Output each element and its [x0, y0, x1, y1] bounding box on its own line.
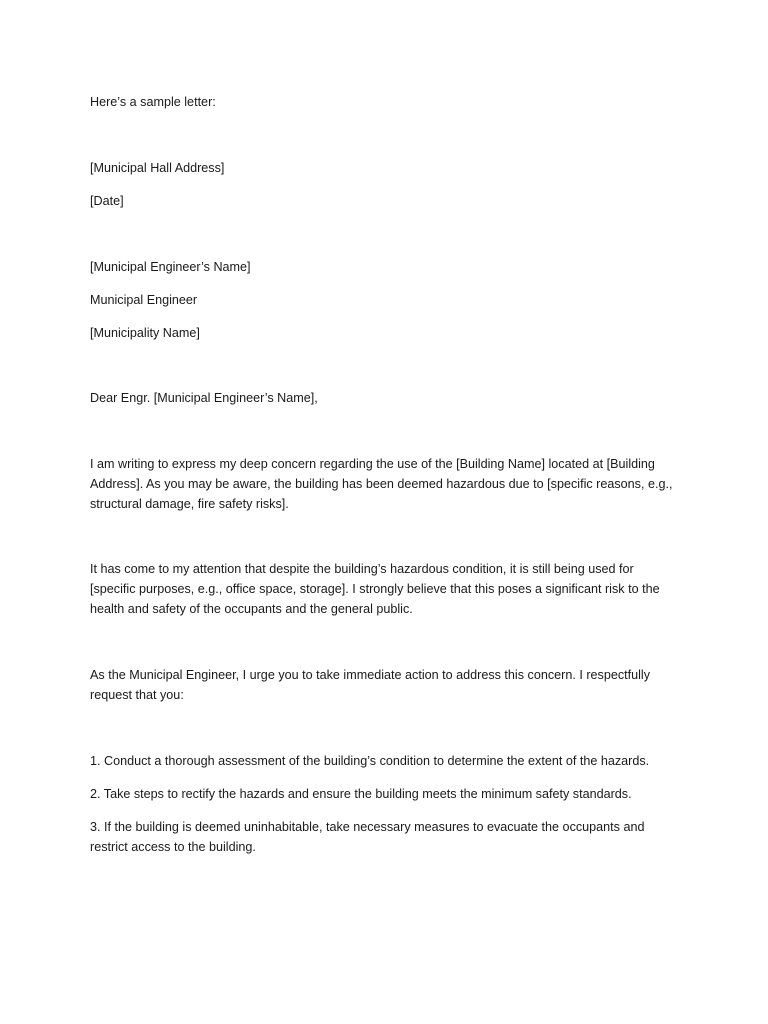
request-item-line: restrict access to the building.: [90, 840, 256, 854]
paragraph-line: It has come to my attention that despite the building’s hazardous condition, it is still being used for: [90, 562, 634, 576]
letter-date: [Date]: [90, 194, 124, 208]
request-item-line: 3. If the building is deemed uninhabitable, take necessary measures to evacuate the occupants and: [90, 820, 645, 834]
sender-address: [Municipal Hall Address]: [90, 161, 225, 175]
salutation: Dear Engr. [Municipal Engineer’s Name],: [90, 391, 318, 405]
recipient-name: [Municipal Engineer’s Name]: [90, 260, 251, 274]
body-paragraph-3: [90, 665, 680, 705]
request-item-3: [90, 817, 680, 857]
body-paragraph-2: [90, 559, 680, 619]
request-item-1: 1. Conduct a thorough assessment of the building’s condition to determine the extent of the hazards.: [90, 754, 650, 768]
paragraph-line: structural damage, fire safety risks].: [90, 497, 289, 511]
paragraph-line: [specific purposes, e.g., office space, storage]. I strongly believe that this poses a significant risk to the: [90, 582, 660, 596]
paragraph-line: health and safety of the occupants and the general public.: [90, 602, 413, 616]
intro-line: Here’s a sample letter:: [90, 95, 216, 109]
paragraph-line: Address]. As you may be aware, the building has been deemed hazardous due to [specific reasons, e.g.,: [90, 477, 673, 491]
request-item-2: 2. Take steps to rectify the hazards and ensure the building meets the minimum safety standards.: [90, 787, 632, 801]
paragraph-line: request that you:: [90, 688, 184, 702]
paragraph-line: I am writing to express my deep concern regarding the use of the [Building Name] located at [Building: [90, 457, 655, 471]
body-paragraph-1: [90, 454, 680, 514]
paragraph-line: As the Municipal Engineer, I urge you to take immediate action to address this concern. I respectfully: [90, 668, 651, 682]
recipient-municipality: [Municipality Name]: [90, 326, 200, 340]
recipient-title: Municipal Engineer: [90, 293, 198, 307]
